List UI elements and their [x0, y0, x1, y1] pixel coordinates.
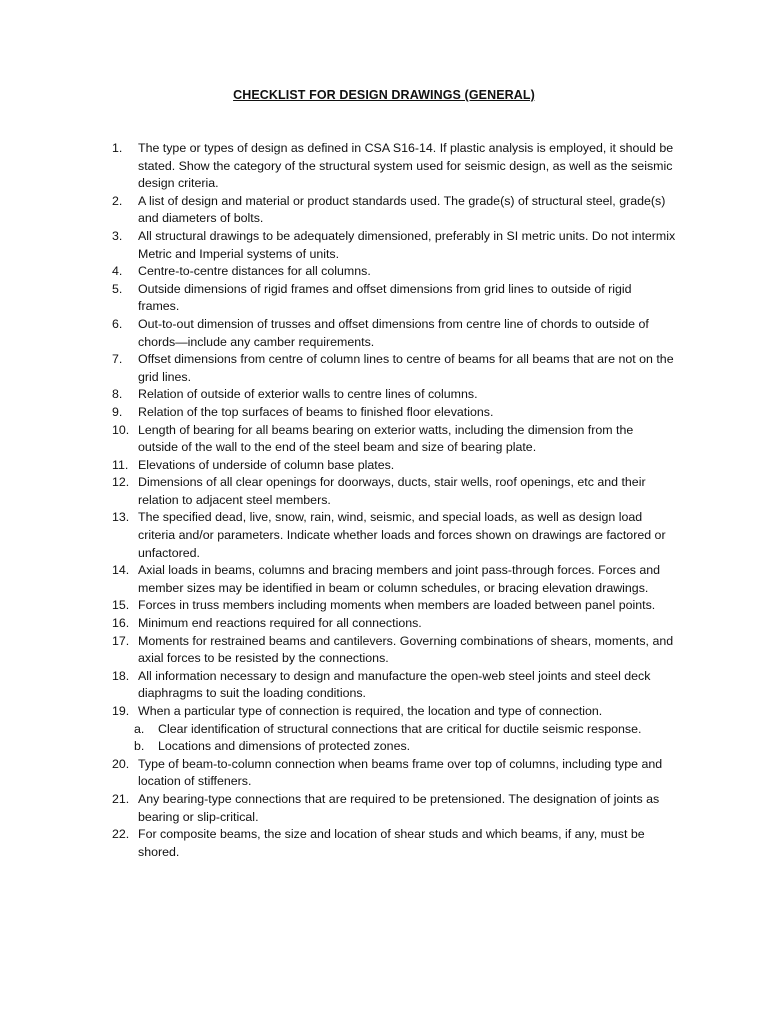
item-text: Forces in truss members including moments when members are loaded between panel points.	[138, 598, 656, 613]
item-text: Moments for restrained beams and cantilevers. Governing combinations of shears, moments, and axial forces to be resisted by the connections.	[138, 633, 674, 666]
item-number: 4.	[112, 264, 123, 279]
checklist-item-row	[112, 263, 676, 281]
sub-list	[112, 721, 676, 756]
item-number: 19.	[112, 704, 130, 718]
checklist-item	[112, 474, 676, 509]
item-text: Relation of the top surfaces of beams to finished floor elevations.	[138, 404, 494, 419]
checklist-item	[112, 140, 676, 193]
checklist-item-row	[112, 633, 676, 668]
checklist-item-row	[112, 668, 676, 703]
item-number: 22.	[112, 827, 130, 842]
checklist-item	[112, 386, 676, 404]
item-text: Centre-to-centre distances for all columns.	[138, 264, 371, 279]
item-number: 13.	[112, 510, 130, 525]
item-number: 12.	[112, 475, 130, 490]
item-number: 7.	[112, 352, 123, 367]
item-number: 10.	[112, 422, 130, 437]
checklist-item	[112, 193, 676, 228]
item-text: When a particular type of connection is required, the location and type of connection.	[138, 704, 603, 718]
item-text: Relation of outside of exterior walls to centre lines of columns.	[138, 387, 478, 402]
checklist-item-row	[112, 281, 676, 316]
checklist-item-row	[112, 351, 676, 386]
checklist-item	[112, 228, 676, 263]
item-number: 8.	[112, 387, 123, 402]
checklist-item-row	[112, 756, 676, 791]
checklist-item-row	[112, 386, 676, 404]
checklist	[112, 140, 676, 861]
item-number: 20.	[112, 756, 130, 771]
checklist-item	[112, 316, 676, 351]
item-number: 14.	[112, 563, 130, 578]
item-text: Axial loads in beams, columns and bracing members and joint pass-through forces. Forces and member sizes may be identified in beam or column schedules, or bracing elevation drawings.	[138, 563, 661, 595]
checklist-item-row	[112, 140, 676, 193]
checklist-item	[112, 668, 676, 703]
checklist-item	[112, 281, 676, 316]
sub-item-text: Locations and dimensions of protected zones.	[158, 739, 411, 754]
checklist-item	[112, 703, 676, 756]
item-text: Elevations of underside of column base plates.	[138, 457, 395, 472]
item-number: 11.	[112, 457, 129, 472]
checklist-item	[112, 404, 676, 422]
checklist-item	[112, 633, 676, 668]
document-title: CHECKLIST FOR DESIGN DRAWINGS (GENERAL)	[233, 88, 535, 102]
item-number: 3.	[112, 228, 123, 243]
checklist-item	[112, 263, 676, 281]
item-number: 18.	[112, 668, 130, 683]
checklist-item	[112, 509, 676, 562]
checklist-item-row	[112, 703, 676, 721]
item-text: Type of beam-to-column connection when beams frame over top of columns, including type and location of stiffeners.	[138, 756, 663, 789]
item-text: The specified dead, live, snow, rain, wind, seismic, and special loads, as well as design load criteria and/or parameters. Indicate whether loads and forces shown on drawings are factored or unfactored.	[138, 510, 666, 560]
checklist-item-row	[112, 562, 676, 597]
sub-item	[134, 738, 676, 756]
checklist-item-row	[112, 597, 676, 615]
item-text: Offset dimensions from centre of column lines to centre of beams for all beams that are not on the grid lines.	[138, 352, 674, 384]
item-text: For composite beams, the size and location of shear studs and which beams, if any, must be shored.	[138, 827, 645, 859]
checklist-item-row	[112, 826, 676, 861]
checklist-item-row	[112, 422, 676, 457]
checklist-item-row	[112, 474, 676, 509]
checklist-item	[112, 791, 676, 826]
checklist-item	[112, 597, 676, 615]
item-text: All information necessary to design and manufacture the open-web steel joints and steel deck diaphragms to suit the loading conditions.	[138, 668, 651, 701]
sub-item-letter: a.	[134, 721, 145, 736]
item-number: 2.	[112, 193, 123, 208]
checklist-item-row	[112, 509, 676, 562]
checklist-item	[112, 826, 676, 861]
checklist-item	[112, 351, 676, 386]
item-number: 21.	[112, 791, 130, 806]
item-text: A list of design and material or product standards used. The grade(s) of structural steel, grade(s) and diameters of bolts.	[138, 193, 666, 226]
item-number: 9.	[112, 404, 123, 419]
item-number: 1.	[112, 141, 123, 155]
checklist-item	[112, 562, 676, 597]
checklist-item-row	[112, 228, 676, 263]
item-text: Outside dimensions of rigid frames and offset dimensions from grid lines to outside of rigid frames.	[138, 281, 632, 314]
item-number: 17.	[112, 633, 130, 648]
checklist-item-row	[112, 404, 676, 422]
item-number: 15.	[112, 598, 130, 613]
checklist-item	[112, 615, 676, 633]
checklist-item-row	[112, 791, 676, 826]
item-number: 6.	[112, 316, 123, 331]
item-text: Any bearing-type connections that are required to be pretensioned. The designation of joints as bearing or slip-critical.	[138, 791, 660, 824]
checklist-item-row	[112, 316, 676, 351]
checklist-item	[112, 756, 676, 791]
checklist-item-row	[112, 193, 676, 228]
item-number: 5.	[112, 281, 123, 296]
item-text: Out-to-out dimension of trusses and offset dimensions from centre line of chords to outside of chords—include any camber requirements.	[138, 316, 649, 349]
item-text: Minimum end reactions required for all connections.	[138, 616, 422, 631]
checklist-item-row	[112, 457, 676, 475]
item-text: Length of bearing for all beams bearing on exterior watts, including the dimension from the outside of the wall to the end of the steel beam and size of bearing plate.	[138, 422, 634, 455]
item-text: Dimensions of all clear openings for doorways, ducts, stair wells, roof openings, etc and their relation to adjacent steel members.	[138, 475, 646, 507]
checklist-item-row	[112, 615, 676, 633]
sub-item-text: Clear identification of structural connections that are critical for ductile seismic response.	[158, 721, 642, 736]
checklist-item	[112, 422, 676, 457]
item-text: The type or types of design as defined in CSA S16-14. If plastic analysis is employed, it should be stated. Show the category of the structural system used for seismic design, as well as the seismic design criteria.	[138, 141, 674, 191]
sub-item-letter: b.	[134, 739, 145, 754]
sub-item	[134, 721, 676, 739]
checklist-item	[112, 457, 676, 475]
item-text: All structural drawings to be adequately dimensioned, preferably in SI metric units. Do not intermix Metric and Imperial systems of units.	[138, 228, 676, 261]
item-number: 16.	[112, 616, 130, 631]
